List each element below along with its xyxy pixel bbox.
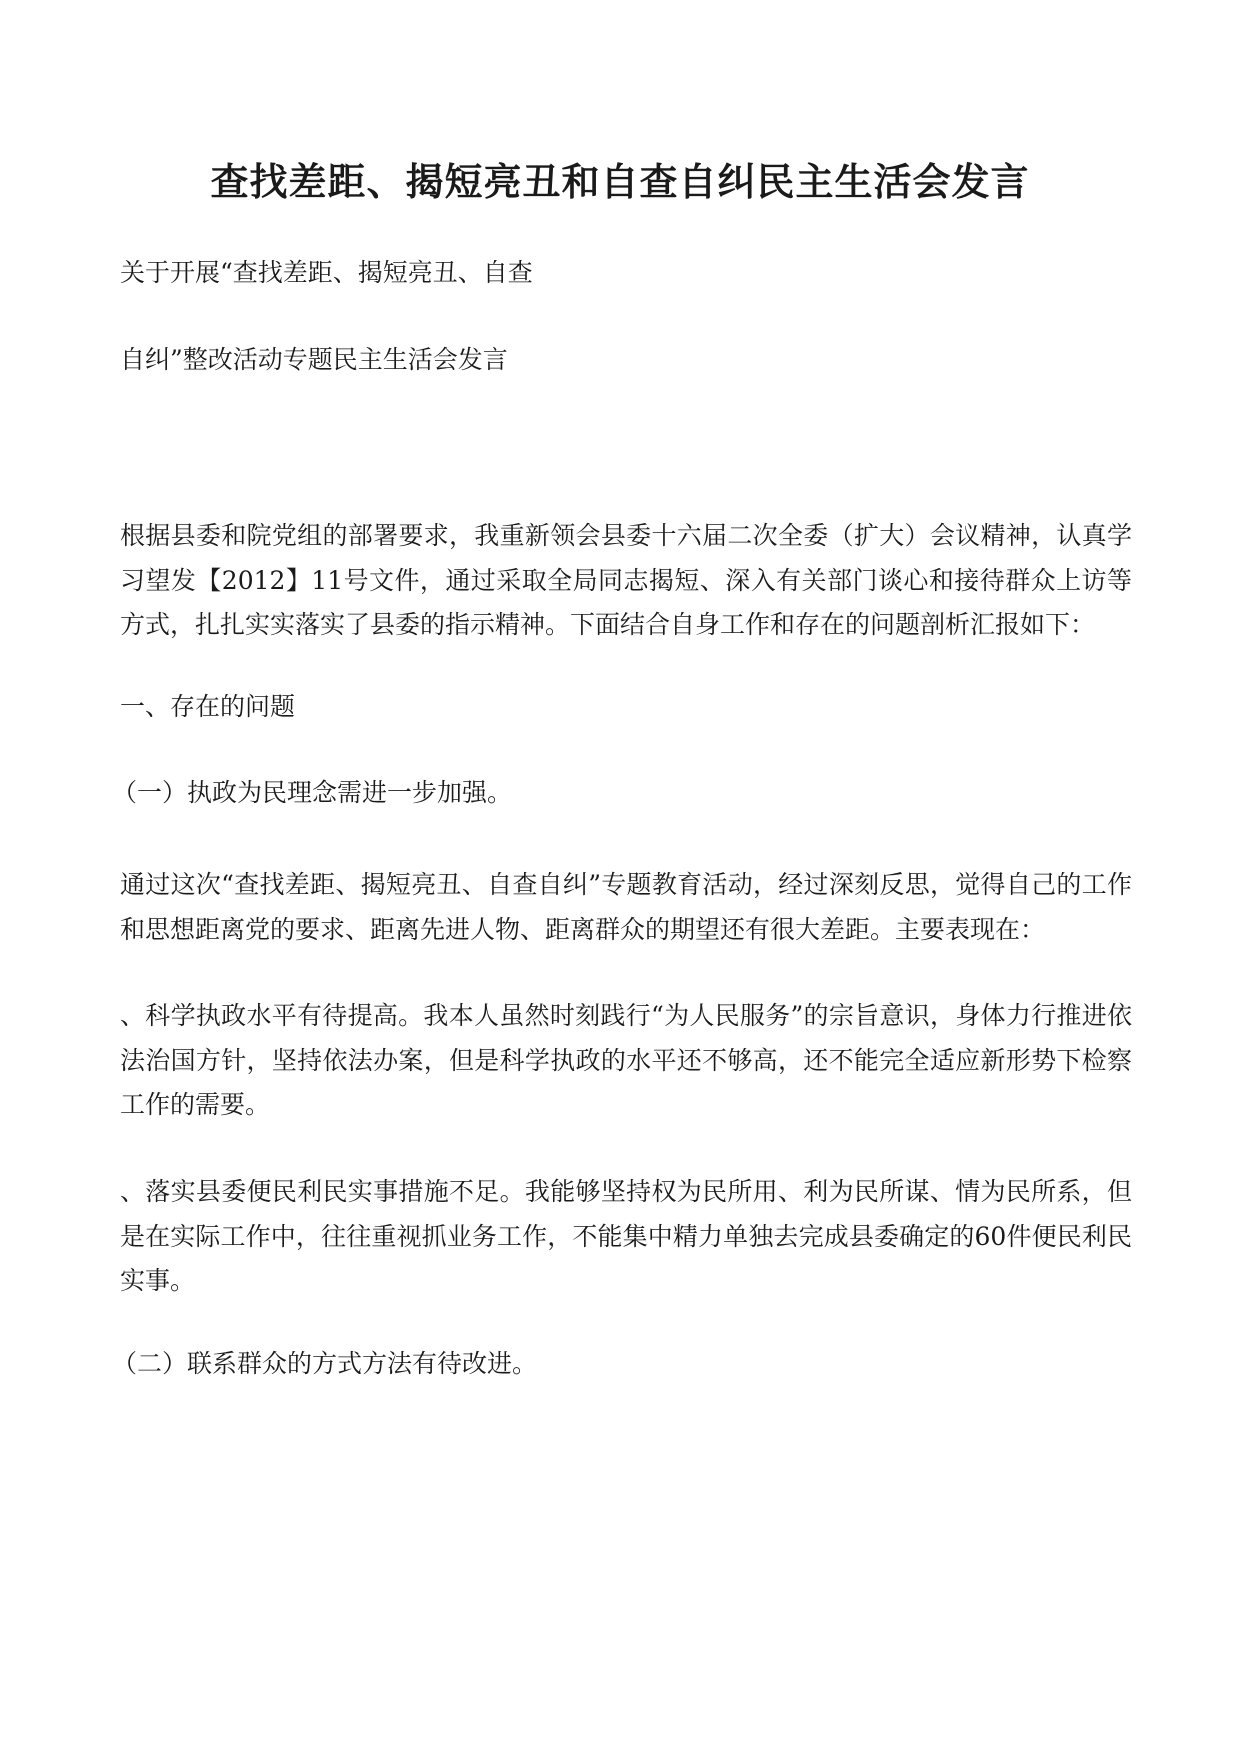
subsection-heading-2: （二）联系群众的方式方法有待改进。 <box>112 1349 538 1378</box>
subsection-heading-1: （一）执政为民理念需进一步加强。 <box>112 778 513 807</box>
item-2-paragraph: 、落实县委便民利民实事措施不足。我能够坚持权为民所用、利为民所谋、情为民所系，但是在实际工作中，往往重视抓业务工作，不能集中精力单独去完成县委确定的60件便民利民实事。 <box>120 1177 1132 1296</box>
document-title: 查找差距、揭短亮丑和自查自纠民主生活会发言 <box>210 159 1030 204</box>
item-1-paragraph: 、科学执政水平有待提高。我本人虽然时刻践行“为人民服务”的宗旨意识，身体力行推进依法治国方针，坚持依法办案，但是科学执政的水平还不够高，还不能完全适应新形势下检察工作的需要。 <box>120 1001 1132 1120</box>
subtitle-line-2: 自纠”整改活动专题民主生活会发言 <box>120 345 508 374</box>
subtitle-line-1: 关于开展“查找差距、揭短亮丑、自查 <box>120 258 533 287</box>
section-heading-problems: 一、存在的问题 <box>120 692 296 721</box>
subsection-1-paragraph: 通过这次“查找差距、揭短亮丑、自查自纠”专题教育活动，经过深刻反思，觉得自己的工作和思想距离党的要求、距离先进人物、距离群众的期望还有很大差距。主要表现在： <box>120 870 1132 944</box>
intro-paragraph: 根据县委和院党组的部署要求，我重新领会县委十六届二次全委（扩大）会议精神，认真学习望发【2012】11号文件，通过采取全局同志揭短、深入有关部门谈心和接待群众上访等方式，扎扎实实落实了县委的指示精神。下面结合自身工作和存在的问题剖析汇报如下： <box>120 521 1132 640</box>
